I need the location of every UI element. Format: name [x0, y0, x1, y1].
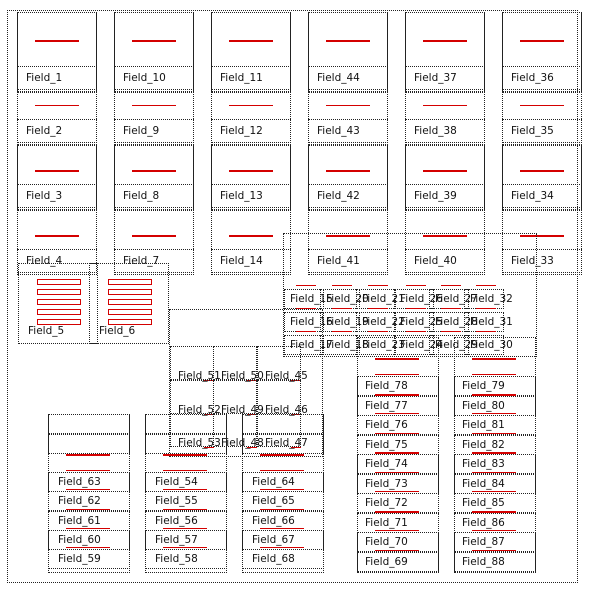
field-label: Field_72: [365, 497, 408, 509]
field-field-61-line: [66, 509, 110, 510]
field-label: Field_35: [511, 125, 554, 137]
field-field-72-line: [375, 491, 419, 492]
field-field-85-line: [472, 491, 516, 492]
field-field-44-line: [326, 40, 370, 42]
field-label: Field_61: [58, 515, 101, 527]
field-label: Field_64: [252, 476, 295, 488]
field-label: Field_54: [155, 476, 198, 488]
field-label: Field_26: [400, 293, 443, 305]
field-field-10-line: [132, 40, 176, 42]
field-label: Field_65: [252, 495, 295, 507]
field-field-84-line: [472, 472, 516, 473]
field-label: Field_62: [58, 495, 101, 507]
field-label: Field_1: [26, 72, 63, 84]
field-label: Field_47: [265, 437, 308, 449]
field-field-77-line: [375, 394, 419, 396]
field-field-1-line: [35, 40, 79, 42]
list-icon-bar: [37, 309, 81, 315]
field-field-64-line: [260, 470, 304, 471]
field-label: Field_50: [221, 370, 264, 382]
field-label: Field_40: [414, 255, 457, 267]
field-field-54-line: [163, 470, 207, 471]
field-label: Field_6: [99, 325, 136, 337]
field-field-11-line: [229, 40, 273, 42]
stack-left-top-line: [375, 358, 419, 360]
field-label: Field_3: [26, 190, 63, 202]
field-field-4-line: [35, 235, 79, 237]
list-icon-bar: [108, 279, 152, 285]
field-label: Field_86: [462, 516, 505, 529]
field-label: Field_49: [221, 404, 264, 416]
field-label: Field_34: [511, 190, 554, 202]
field-field-75-line: [375, 433, 419, 434]
field-label: Field_8: [123, 190, 160, 202]
field-field-28-line: [441, 308, 461, 309]
field-label: Field_22: [362, 316, 405, 328]
list-icon-bar: [108, 309, 152, 315]
field-label: Field_85: [462, 497, 505, 509]
field-field-24-line: [406, 331, 426, 332]
field-field-59-line: [66, 547, 110, 548]
field-field-80-line: [472, 394, 516, 396]
field-field-18-line: [332, 331, 352, 332]
field-label: Field_63: [58, 476, 101, 488]
field-field-88-line: [472, 550, 516, 551]
field-field-67-line: [260, 528, 304, 529]
field-field-42-line: [326, 170, 370, 172]
field-field-29-line: [441, 331, 461, 332]
stack-a-header-2: [48, 434, 130, 454]
field-label: Field_21: [362, 293, 405, 305]
field-label: Field_56: [155, 515, 198, 527]
field-field-76-line: [375, 413, 419, 414]
field-field-15-line: [296, 285, 316, 286]
field-label: Field_57: [155, 534, 198, 546]
field-label: Field_27: [435, 293, 478, 305]
field-label: Field_16: [290, 316, 333, 328]
field-label: Field_14: [220, 255, 263, 267]
field-label: Field_31: [470, 316, 513, 328]
field-label: Field_20: [326, 293, 369, 305]
field-label: Field_70: [365, 536, 408, 548]
stack-right-top-line: [472, 358, 516, 360]
stack-c-header: [242, 414, 324, 434]
field-label: Field_77: [365, 399, 408, 412]
field-field-58-line: [163, 547, 207, 548]
stack-b-header-2: [145, 434, 227, 454]
field-field-57-line: [163, 528, 207, 529]
field-label: Field_82: [462, 438, 505, 451]
field-label: Field_43: [317, 125, 360, 137]
field-label: Field_24: [400, 339, 443, 351]
field-field-56-line: [163, 509, 207, 510]
field-label: Field_78: [365, 380, 408, 392]
field-field-23-line: [368, 331, 388, 332]
field-field-3-line: [35, 170, 79, 172]
stack-c-line: [260, 454, 304, 456]
field-label: Field_68: [252, 553, 295, 565]
field-label: Field_5: [28, 325, 65, 337]
field-field-62-line: [66, 489, 110, 490]
field-label: Field_44: [317, 72, 360, 84]
field-label: Field_9: [123, 125, 160, 137]
field-label: Field_51: [178, 370, 221, 382]
field-field-87-line: [472, 530, 516, 531]
field-field-78-line: [375, 374, 419, 375]
field-label: Field_42: [317, 190, 360, 202]
field-field-39-line: [423, 170, 467, 172]
field-label: Field_75: [365, 438, 408, 451]
field-label: Field_15: [290, 293, 333, 305]
field-label: Field_83: [462, 458, 505, 470]
field-label: Field_36: [511, 72, 554, 84]
list-icon-bar: [37, 279, 81, 285]
field-label: Field_81: [462, 419, 505, 431]
stack-b-header: [145, 414, 227, 434]
stack-a-line: [66, 454, 110, 456]
field-field-65-line: [260, 489, 304, 490]
field-field-63-line: [66, 470, 110, 471]
field-label: Field_19: [326, 316, 369, 328]
field-field-35-line: [520, 105, 564, 106]
field-field-25-line: [406, 308, 426, 309]
field-field-38-line: [423, 105, 467, 106]
field-label: Field_13: [220, 190, 263, 202]
field-field-37-line: [423, 40, 467, 42]
field-label: Field_30: [470, 339, 513, 351]
field-field-30-line: [476, 331, 496, 332]
stack-a-header: [48, 414, 130, 434]
field-field-82-line: [472, 433, 516, 434]
field-field-32-line: [476, 285, 496, 286]
field-label: Field_46: [265, 404, 308, 416]
field-field-60-line: [66, 528, 110, 529]
field-field-34-line: [520, 170, 564, 172]
stack-b-line: [163, 454, 207, 456]
field-label: Field_12: [220, 125, 263, 137]
field-label: Field_55: [155, 495, 198, 507]
field-label: Field_33: [511, 255, 554, 267]
field-label: Field_7: [123, 255, 160, 267]
field-field-66-line: [260, 509, 304, 510]
field-field-74-line: [375, 452, 419, 454]
field-label: Field_10: [123, 72, 166, 84]
field-label: Field_73: [365, 477, 408, 490]
field-field-22-line: [368, 308, 388, 309]
field-label: Field_41: [317, 255, 360, 267]
field-field-19-line: [332, 308, 352, 309]
field-label: Field_66: [252, 515, 295, 527]
list-icon-bar: [37, 289, 81, 295]
field-label: Field_79: [462, 380, 505, 392]
field-label: Field_32: [470, 293, 513, 305]
field-field-13-line: [229, 170, 273, 172]
field-label: Field_37: [414, 72, 457, 84]
field-field-12-line: [229, 105, 273, 106]
list-icon-bar: [108, 299, 152, 305]
field-label: Field_11: [220, 72, 263, 84]
field-field-36-line: [520, 40, 564, 42]
list-icon: [108, 279, 152, 329]
field-field-43-line: [326, 105, 370, 106]
field-label: Field_4: [26, 255, 63, 267]
field-field-8-line: [132, 170, 176, 172]
field-label: Field_53: [178, 437, 221, 449]
field-field-14-line: [229, 235, 273, 237]
field-label: Field_39: [414, 190, 457, 202]
field-label: Field_76: [365, 419, 408, 431]
field-field-79-line: [472, 374, 516, 375]
list-icon: [37, 279, 81, 329]
field-field-83-line: [472, 452, 516, 454]
field-label: Field_59: [58, 553, 101, 565]
field-label: Field_84: [462, 477, 505, 490]
field-field-86-line: [472, 511, 516, 513]
field-field-7-line: [132, 235, 176, 237]
field-label: Field_18: [326, 339, 369, 351]
field-label: Field_67: [252, 534, 295, 546]
stack-c-header-2: [242, 434, 324, 454]
field-field-26-line: [406, 285, 426, 286]
field-field-70-line: [375, 530, 419, 531]
field-field-21-line: [368, 285, 388, 286]
field-label: Field_87: [462, 536, 505, 548]
field-field-55-line: [163, 489, 207, 490]
field-label: Field_38: [414, 125, 457, 137]
field-label: Field_71: [365, 516, 408, 529]
field-label: Field_52: [178, 404, 221, 416]
field-label: Field_25: [400, 316, 443, 328]
field-label: Field_69: [365, 555, 408, 568]
field-field-73-line: [375, 472, 419, 473]
field-field-31-line: [476, 308, 496, 309]
field-field-2-line: [35, 105, 79, 106]
field-label: Field_74: [365, 458, 408, 470]
field-label: Field_58: [155, 553, 198, 565]
field-label: Field_88: [462, 555, 505, 568]
field-label: Field_45: [265, 370, 308, 382]
field-label: Field_48: [221, 437, 264, 449]
field-label: Field_60: [58, 534, 101, 546]
list-icon-bar: [108, 289, 152, 295]
field-label: Field_80: [462, 399, 505, 412]
field-field-71-line: [375, 511, 419, 513]
field-field-20-line: [332, 285, 352, 286]
field-label: Field_2: [26, 125, 63, 137]
field-field-81-line: [472, 413, 516, 414]
field-label: Field_23: [362, 339, 405, 351]
field-field-27-line: [441, 285, 461, 286]
field-label: Field_28: [435, 316, 478, 328]
field-label: Field_17: [290, 339, 333, 351]
list-icon-bar: [37, 299, 81, 305]
field-field-9-line: [132, 105, 176, 106]
field-field-68-line: [260, 547, 304, 548]
field-label: Field_29: [435, 339, 478, 351]
field-field-69-line: [375, 550, 419, 551]
